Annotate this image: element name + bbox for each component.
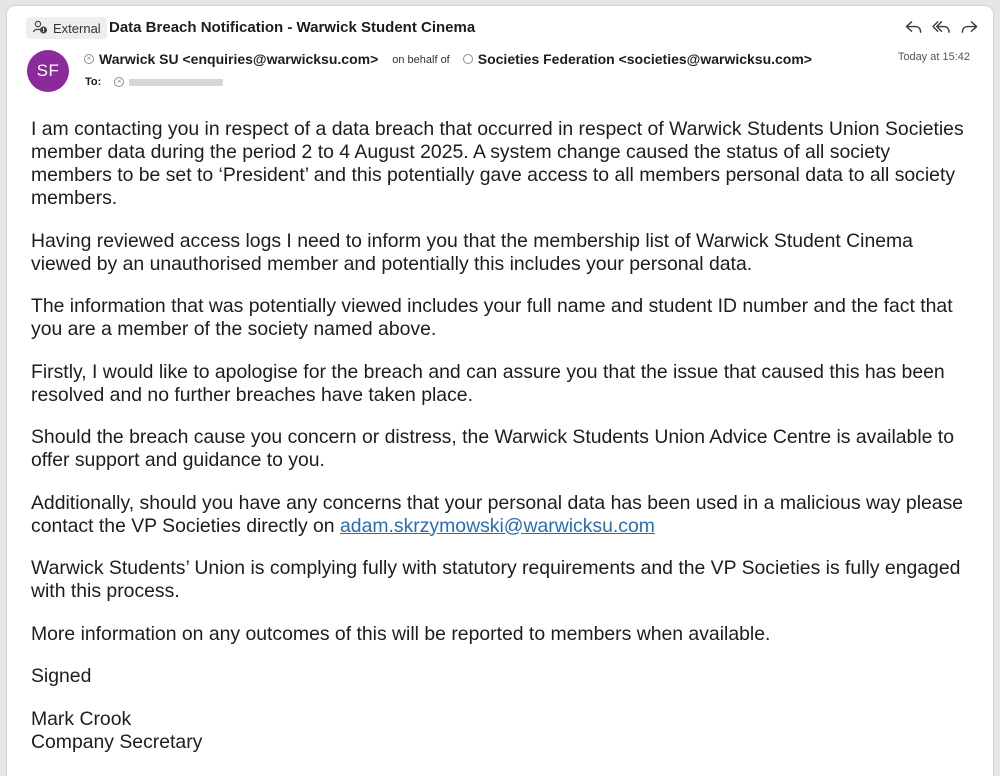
- to-label: To:: [85, 76, 102, 88]
- message-body: [31, 118, 971, 754]
- from-line: [84, 51, 812, 67]
- external-label: External: [53, 20, 101, 36]
- message-header: [7, 6, 993, 50]
- contact-email-link[interactable]: adam.skrzymowski@warwicksu.com: [340, 514, 655, 537]
- email-subject: Data Breach Notification - Warwick Student Cinema: [109, 19, 476, 36]
- email-window: [7, 6, 993, 776]
- body-paragraph: Having reviewed access logs I need to inform you that the membership list of Warwick Student Cinema viewed by an unauthorised member and potentially this includes your personal data.: [31, 229, 913, 275]
- reply-all-button[interactable]: [931, 16, 951, 38]
- forward-button[interactable]: [959, 16, 979, 38]
- behalf-sender-address[interactable]: Societies Federation <societies@warwicksu.com>: [477, 51, 812, 67]
- body-paragraph-contact: [31, 492, 971, 538]
- message-actions: [903, 16, 979, 38]
- external-badge: [26, 17, 107, 39]
- recipient-status-icon[interactable]: ×: [114, 77, 124, 87]
- signature: [31, 708, 971, 754]
- signature-name: Mark Crook: [31, 707, 132, 730]
- body-paragraph: More information on any outcomes of this will be reported to members when available.: [31, 622, 771, 645]
- contact-text: Additionally, should you have any concerns that your personal data has been used in a malicious way please contact the VP Societies directly on: [31, 491, 964, 537]
- body-paragraph: I am contacting you in respect of a data breach that occurred in respect of Warwick Students Union Societies member data during the period 2 to 4 August 2025. A system change caused the status of all society members to be set to ‘President’ and this potentially gave access to all members personal data to all society members.: [31, 118, 964, 209]
- reply-icon: [904, 19, 923, 36]
- external-user-icon: [32, 19, 48, 38]
- reply-button[interactable]: [903, 16, 923, 38]
- status-circle-icon: [463, 54, 473, 64]
- to-line: [85, 76, 223, 88]
- signature-title: Company Secretary: [31, 730, 203, 753]
- body-paragraph: Firstly, I would like to apologise for the breach and can assure you that the issue that caused this has been resolved and no further breaches have taken place.: [31, 360, 945, 406]
- remove-sender-icon[interactable]: ×: [84, 54, 94, 64]
- redacted-recipient: [129, 79, 223, 86]
- body-paragraph: The information that was potentially viewed includes your full name and student ID number and the fact that you are a member of the society named above.: [31, 295, 953, 340]
- forward-icon: [960, 19, 979, 36]
- on-behalf-label: on behalf of: [392, 54, 450, 66]
- body-paragraph: Should the breach cause you concern or distress, the Warwick Students Union Advice Centre is available to offer support and guidance to you.: [31, 426, 954, 471]
- sender-avatar: SF: [27, 50, 69, 92]
- sender-address[interactable]: Warwick SU <enquiries@warwicksu.com>: [99, 51, 379, 67]
- signed-label: Signed: [31, 665, 92, 687]
- message-timestamp: Today at 15:42: [897, 51, 970, 63]
- body-paragraph: Warwick Students’ Union is complying fully with statutory requirements and the VP Societies is fully engaged with this process.: [31, 557, 961, 602]
- reply-all-icon: [932, 19, 951, 36]
